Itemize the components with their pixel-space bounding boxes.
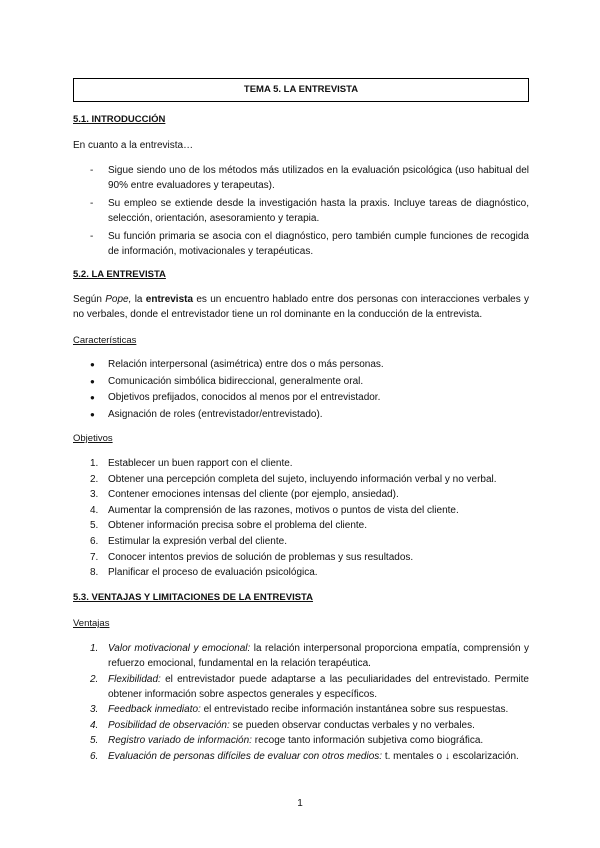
list-item: - Su función primaria se asocia con el diagnóstico, pero también cumple funciones de recogida de información, motivacionales y terapéuticas. — [90, 231, 529, 257]
list-item: 4. Posibilidad de observación: se pueden observar conductas verbales y no verbales. — [90, 719, 475, 731]
list-item: - Su empleo se extiende desde la investigación hasta la praxis. Incluye tareas de diagnóstico, selección, orientación, asesoramiento y terapia. — [90, 198, 529, 224]
intro-list — [73, 163, 529, 262]
list-item: 7. Conocer intentos previos de solución de problemas y sus resultados. — [90, 551, 414, 563]
page-number: 1 — [297, 798, 303, 809]
list-item: 1. Valor motivacional y emocional: la relación interpersonal proporciona empatía, comprensión y refuerzo emocional, fundamental en la relación terapéutica. — [90, 643, 530, 669]
subheading-caracteristicas: Características — [73, 335, 137, 346]
section-heading-la-entrevista: 5.2. LA ENTREVISTA — [73, 269, 166, 280]
advantages-list — [73, 641, 529, 765]
subheading-objetivos: Objetivos — [73, 433, 113, 444]
list-item: 2. Obtener una percepción completa del sujeto, incluyendo información verbal y no verbal. — [90, 473, 497, 485]
list-item: 6. Evaluación de personas difíciles de evaluar con otros medios: t. mentales o ↓ escolarización. — [90, 750, 519, 762]
section-heading-ventajas-limitaciones: 5.3. VENTAJAS Y LIMITACIONES DE LA ENTREVISTA — [73, 592, 314, 603]
characteristics-list — [73, 357, 529, 423]
list-item: ● Comunicación simbólica bidireccional, generalmente oral. — [90, 375, 364, 387]
objectives-list — [73, 456, 529, 581]
list-item: 3. Contener emociones intensas del cliente (por ejemplo, ansiedad). — [90, 489, 399, 501]
list-item: 1. Establecer un buen rapport con el cliente. — [90, 458, 293, 469]
list-item: ● Asignación de roles (entrevistador/entrevistado). — [90, 408, 323, 420]
intro-text: En cuanto a la entrevista… — [73, 140, 194, 151]
list-item: 4. Aumentar la comprensión de las razones, motivos o puntos de vista del cliente. — [90, 504, 459, 516]
definition-paragraph: Según Pope, la entrevista es un encuentro hablado entre dos personas con interacciones verbales y no verbales, donde el entrevistador tiene un rol dominante en la conducción de la entrevista. — [73, 294, 530, 320]
list-item: ● Relación interpersonal (asimétrica) entre dos o más personas. — [90, 359, 384, 370]
document-title: TEMA 5. LA ENTREVISTA — [73, 78, 529, 102]
list-item: - Sigue siendo uno de los métodos más utilizados en la evaluación psicológica (uso habitual del 90% entre evaluadores y terapeutas). — [90, 165, 529, 191]
list-item: 5. Registro variado de información: recoge tanto información subjetiva como biográfica. — [90, 735, 484, 747]
list-item: 5. Obtener información precisa sobre el problema del cliente. — [90, 520, 368, 532]
section-heading-introduccion: 5.1. INTRODUCCIÓN — [73, 114, 166, 125]
list-item: 8. Planificar el proceso de evaluación psicológica. — [90, 567, 318, 579]
subheading-ventajas: Ventajas — [73, 618, 110, 629]
list-item: 2. Flexibilidad: el entrevistador puede adaptarse a las peculiaridades del entrevistado. Permite obtener información sobre aspectos generales y específicos. — [90, 673, 529, 700]
list-item: 3. Feedback inmediato: el entrevistado recibe información instantánea sobre sus respuestas. — [90, 704, 509, 716]
list-item: ● Objetivos prefijados, conocidos al menos por el entrevistador. — [90, 392, 381, 403]
list-item: 6. Estimular la expresión verbal del cliente. — [90, 535, 287, 547]
